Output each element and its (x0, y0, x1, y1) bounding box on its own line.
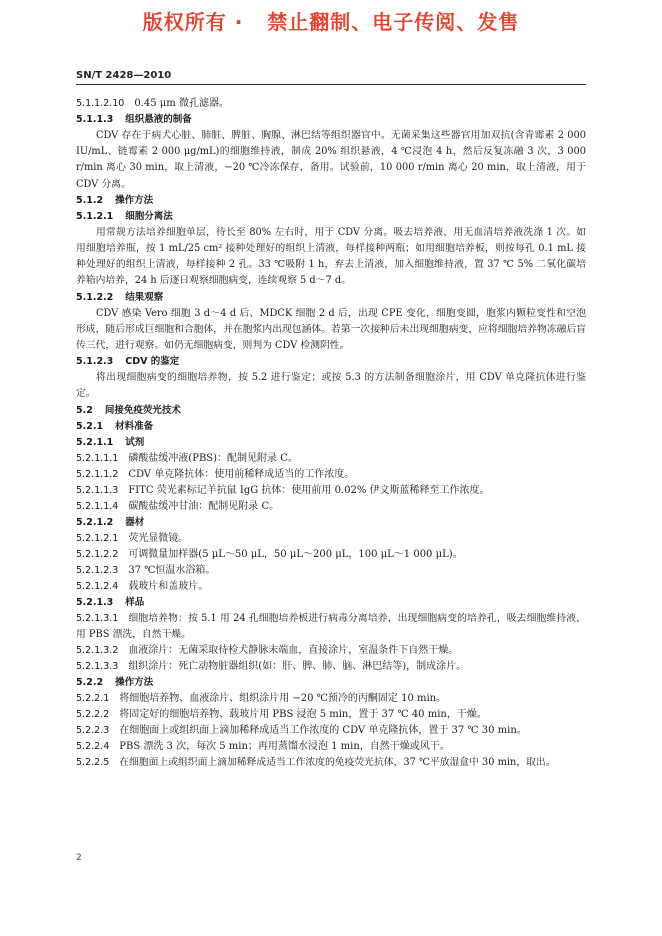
item-number: 5.2.1.2.3 (76, 564, 119, 576)
section-number: 5.1.2 (76, 194, 104, 206)
section-number: 5.1.2.1 (76, 210, 114, 222)
item-number: 5.2.2.3 (76, 725, 110, 737)
section-heading (76, 290, 586, 306)
list-item (76, 755, 586, 771)
section-number: 5.2 (76, 404, 93, 416)
document-body (76, 96, 586, 771)
item-text: 37 ℃恒温水浴箱。 (128, 564, 216, 576)
section-heading (76, 112, 586, 128)
item-number: 5.2.1.3.3 (76, 661, 119, 673)
item-number: 5.2.2.1 (76, 693, 110, 705)
list-item (76, 96, 586, 112)
item-text: 组织涂片：死亡动物脏器组织(如：肝、脾、肺、脑、淋巴结等)，制成涂片。 (128, 661, 467, 673)
item-number: 5.2.1.2.2 (76, 548, 119, 560)
item-text: 可调微量加样器(5 μL～50 μL，50 μL～200 μL，100 μL～1 000 μL)。 (128, 548, 463, 560)
standard-code: SN/T 2428—2010 (76, 70, 172, 81)
body-paragraph: CDV 存在于病犬心脏、肺脏、脾脏、胸腺、淋巴结等组织器官中。无菌采集这些器官用加双抗(含青霉素 2 000 IU/mL、链霉素 2 000 μg/mL)的细胞维持液，制成 20% 组织悬液，4 ℃浸泡 4 h，然后反复冻融 3 次，3 000 r/min 离心 30 min，取上清液，−20 ℃冷冻保存，备用。试验前，10 000 r/min 离心 20 min，取上清液，用于 CDV 分离。 (76, 130, 586, 190)
section-heading (76, 354, 586, 370)
section-heading (76, 435, 586, 451)
section-title: 细胞分离法 (125, 210, 173, 222)
item-text: FITC 荧光素标记羊抗鼠 IgG 抗体：使用前用 0.02% 伊文斯蓝稀释至工作浓度。 (128, 484, 490, 496)
list-item (76, 723, 586, 739)
item-text: CDV 单克隆抗体：使用前稀释成适当的工作浓度。 (128, 468, 355, 480)
section-title: 组织悬液的制备 (125, 114, 192, 125)
section-title: CDV 的鉴定 (125, 356, 180, 368)
item-number: 5.1.1.2.10 (76, 98, 125, 109)
list-item (76, 547, 586, 563)
list-item (76, 467, 586, 483)
list-item (76, 643, 586, 659)
section-title: 操作方法 (115, 677, 154, 689)
section-number: 5.2.1.2 (76, 516, 114, 528)
list-item (76, 659, 586, 675)
item-text: PBS 漂洗 3 次，每次 5 min；再用蒸馏水浸泡 1 min，自然干燥或风干。 (119, 741, 450, 753)
item-number: 5.2.1.3.2 (76, 645, 119, 657)
item-text: 载玻片和盖玻片。 (128, 580, 209, 592)
item-number: 5.2.1.2.1 (76, 532, 119, 544)
section-heading (76, 595, 586, 611)
item-number: 5.2.1.2.4 (76, 580, 119, 592)
list-item (76, 563, 586, 579)
item-number: 5.2.2.5 (76, 757, 110, 769)
copyright-watermark: 版权所有 · 禁止翻制、电子传阅、发售 (142, 10, 520, 34)
list-item (76, 707, 586, 723)
section-heading (76, 193, 586, 209)
item-number: 5.2.1.3.1 (76, 612, 119, 624)
section-number: 5.1.2.2 (76, 291, 114, 303)
section-heading (76, 675, 586, 691)
section-title: 材料准备 (115, 420, 154, 432)
header-rule (76, 84, 586, 85)
section-number: 5.1.2.3 (76, 356, 114, 368)
section-title: 样品 (125, 596, 145, 608)
list-item (76, 611, 586, 643)
item-number: 5.2.1.1.3 (76, 484, 119, 496)
section-number: 5.1.1.3 (76, 114, 114, 125)
section-title: 间接免疫荧光技术 (104, 404, 181, 416)
item-number: 5.2.2.2 (76, 709, 110, 721)
list-item (76, 531, 586, 547)
item-number: 5.2.1.1.4 (76, 500, 119, 512)
item-text: 将细胞培养物、血液涂片、组织涂片用 −20 ℃预冷的丙酮固定 10 min。 (119, 693, 447, 705)
section-title: 试剂 (125, 436, 145, 448)
list-item (76, 579, 586, 595)
item-text: 细胞培养物：按 5.1 用 24 孔细胞培养板进行病毒分离培养，出现细胞病变的培养孔，吸去细胞维持液，用 PBS 漂洗，自然干燥。 (76, 612, 586, 640)
item-text: 碳酸盐缓冲甘油：配制见附录 C。 (128, 500, 280, 512)
item-text: 在细胞面上或组织面上滴加稀释成适当工作浓度的 CDV 单克隆抗体，置于 37 ℃ 30 min。 (119, 725, 527, 737)
section-title: 操作方法 (115, 194, 154, 206)
section-number: 5.2.2 (76, 677, 104, 689)
page-number: 2 (76, 853, 82, 863)
item-text: 荧光显微镜。 (128, 532, 189, 544)
item-text: 磷酸盐缓冲液(PBS)：配制见附录 C。 (128, 452, 298, 464)
section-heading (76, 209, 586, 225)
section-title: 结果观察 (125, 291, 164, 303)
list-item (76, 499, 586, 515)
section-number: 5.2.1 (76, 420, 104, 432)
item-text: 0.45 μm 微孔滤器。 (134, 98, 229, 109)
section-number: 5.2.1.1 (76, 436, 114, 448)
item-number: 5.2.1.1.2 (76, 468, 119, 480)
body-paragraph: CDV 感染 Vero 细胞 3 d～4 d 后、MDCK 细胞 2 d 后，出现 CPE 变化，细胞变圆，胞浆内颗粒变性和空泡形成，随后形成巨细胞和合胞体，并在胞浆内出现包涵体。若第一次接种后未出现细胞病变，应将细胞培养物冻融后盲传三代，进行观察。如仍无细胞病变，则判为 CDV 检测阴性。 (76, 307, 586, 352)
section-heading (76, 419, 586, 435)
item-text: 将固定好的细胞培养物、载玻片用 PBS 浸泡 5 min，置于 37 ℃ 40 min，干燥。 (119, 709, 487, 721)
list-item (76, 483, 586, 499)
list-item (76, 691, 586, 707)
section-heading (76, 403, 586, 419)
list-item (76, 451, 586, 467)
item-number: 5.2.1.1.1 (76, 452, 119, 464)
item-number: 5.2.2.4 (76, 741, 110, 753)
body-paragraph: 用常规方法培养细胞单层，待长至 80% 左右时，用于 CDV 分离。吸去培养液，用无血清培养液洗涤 1 次。如用细胞培养瓶，按 1 mL/25 cm² 接种处理好的组织上清液，每样接种两瓶；如用细胞培养板，则按每孔 0.1 mL 接种处理好的组织上清液，每样接种 2 孔。33 ℃吸附 1 h，弃去上清液，加入细胞维持液，置 37 ℃ 5% 二氧化碳培养箱内培养，24 h 后逐日观察细胞病变，连续观察 5 d～7 d。 (76, 226, 586, 287)
section-number: 5.2.1.3 (76, 596, 114, 608)
item-text: 血液涂片：无菌采取待检犬静脉末端血，直接涂片，室温条件下自然干燥。 (128, 645, 459, 657)
section-heading (76, 515, 586, 531)
item-text: 在细胞面上或组织面上滴加稀释成适当工作浓度的免疫荧光抗体，37 ℃平放湿盒中 30 min，取出。 (119, 757, 556, 769)
body-paragraph: 将出现细胞病变的细胞培养物，按 5.2 进行鉴定；或按 5.3 的方法制备细胞涂片，用 CDV 单克隆抗体进行鉴定。 (76, 372, 586, 400)
list-item (76, 739, 586, 755)
section-title: 器材 (125, 516, 145, 528)
